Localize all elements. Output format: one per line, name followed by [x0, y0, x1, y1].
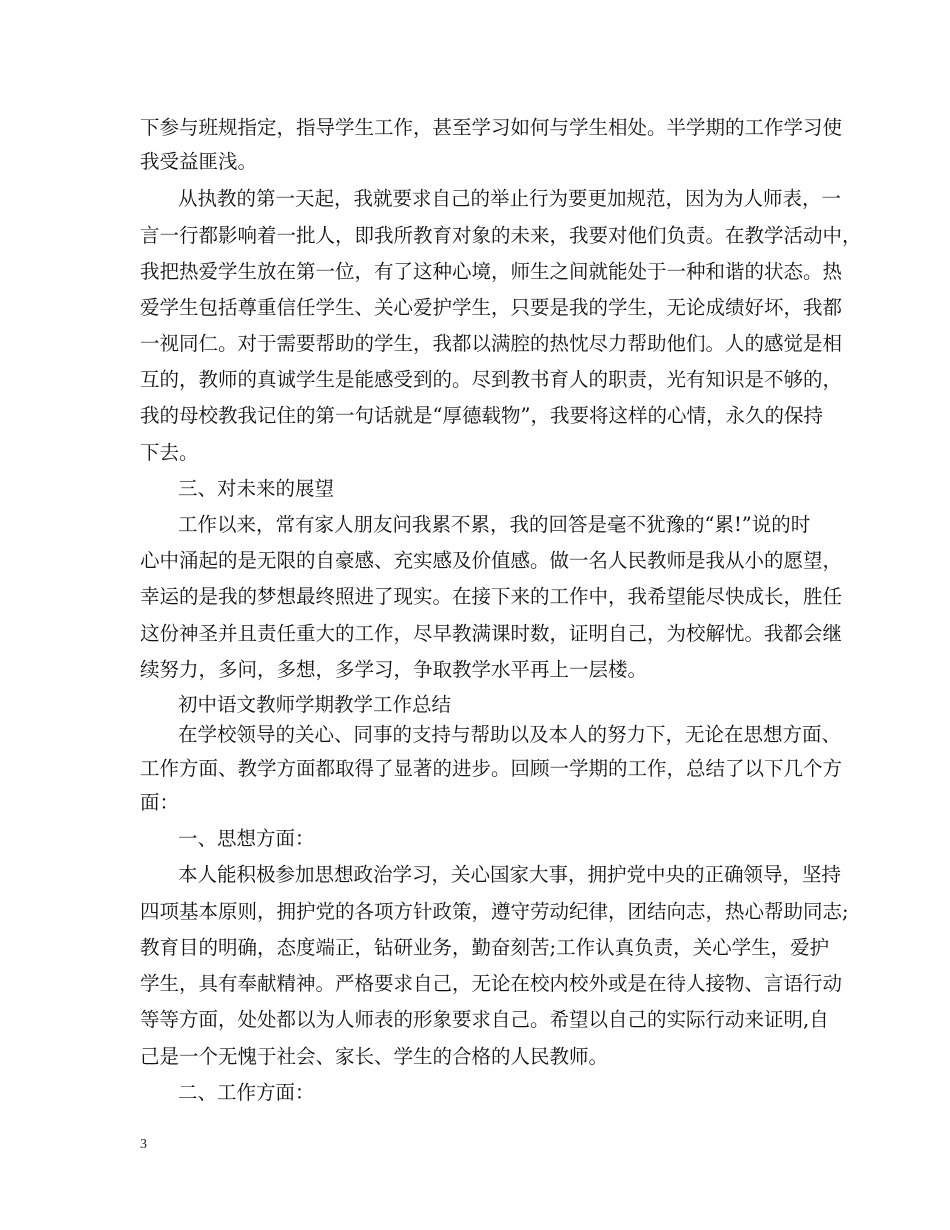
text-line: 教育目的明确，态度端正，钻研业务，勤奋刻苦;工作认真负责，关心学生，爱护: [140, 936, 830, 959]
paragraph-first-line: 从执教的第一天起，我就要求自己的举止行为要更加规范，因为为人师表，一: [178, 187, 842, 210]
text-line: 续努力，多问，多想，多学习，争取教学水平再上一层楼。: [140, 658, 648, 681]
paragraph-first-line: 在学校领导的关心、同事的支持与帮助以及本人的努力下，无论在思想方面、: [178, 723, 842, 746]
text-line: 我的母校教我记住的第一句话就是“厚德载物”，我要将这样的心情，永久的保持: [140, 404, 823, 427]
section-heading: 三、对未来的展望: [178, 477, 335, 500]
text-line: 我受益匪浅。: [140, 150, 258, 173]
paragraph-first-line: 本人能积极参加思想政治学习，关心国家大事，拥护党中央的正确领导，坚持: [178, 863, 842, 886]
text-line: 下去。: [140, 441, 199, 464]
text-line: 互的，教师的真诚学生是能感受到的。尽到教书育人的职责，光有知识是不够的，: [140, 368, 843, 391]
text-line: 爱学生包括尊重信任学生、关心爱护学生，只要是我的学生，无论成绩好坏，我都: [140, 296, 843, 319]
section-heading: 一、思想方面：: [178, 827, 315, 850]
text-line: 这份神圣并且责任重大的工作，尽早教满课时数，证明自己，为校解忧。我都会继: [140, 622, 843, 645]
text-line: 工作方面、教学方面都取得了显著的进步。回顾一学期的工作，总结了以下几个方: [140, 757, 843, 780]
text-line: 一视同仁。对于需要帮助的学生，我都以满腔的热忱尽力帮助他们。人的感觉是相: [140, 332, 843, 355]
paragraph-first-line: 工作以来，常有家人朋友问我累不累，我的回答是毫不犹豫的“累!”说的时: [178, 513, 811, 536]
text-line: 言一行都影响着一批人，即我所教育对象的未来，我要对他们负责。在教学活动中，: [140, 224, 862, 247]
text-line: 等等方面，处处都以为人师表的形象要求自己。希望以自己的实际行动来证明,自: [140, 1008, 829, 1031]
document-title: 初中语文教师学期教学工作总结: [178, 693, 452, 716]
text-line: 下参与班规指定，指导学生工作，甚至学习如何与学生相处。半学期的工作学习使: [140, 116, 843, 139]
text-line: 我把热爱学生放在第一位，有了这种心境，师生之间就能处于一种和谐的状态。热: [140, 260, 843, 283]
page-number: 3: [140, 1137, 147, 1152]
text-line: 学生，具有奉献精神。严格要求自己，无论在校内校外或是在待人接物、言语行动: [140, 972, 843, 995]
text-line: 心中涌起的是无限的自豪感、充实感及价值感。做一名人民教师是我从小的愿望，: [140, 549, 843, 572]
text-line: 四项基本原则，拥护党的各项方针政策，遵守劳动纪律，团结向志，热心帮助同志;: [140, 900, 849, 923]
section-heading: 二、工作方面：: [178, 1081, 315, 1104]
text-line: 面：: [140, 791, 180, 814]
text-line: 己是一个无愧于社会、家长、学生的合格的人民教师。: [140, 1045, 609, 1068]
text-line: 幸运的是我的梦想最终照进了现实。在接下来的工作中，我希望能尽快成长，胜任: [140, 585, 843, 608]
